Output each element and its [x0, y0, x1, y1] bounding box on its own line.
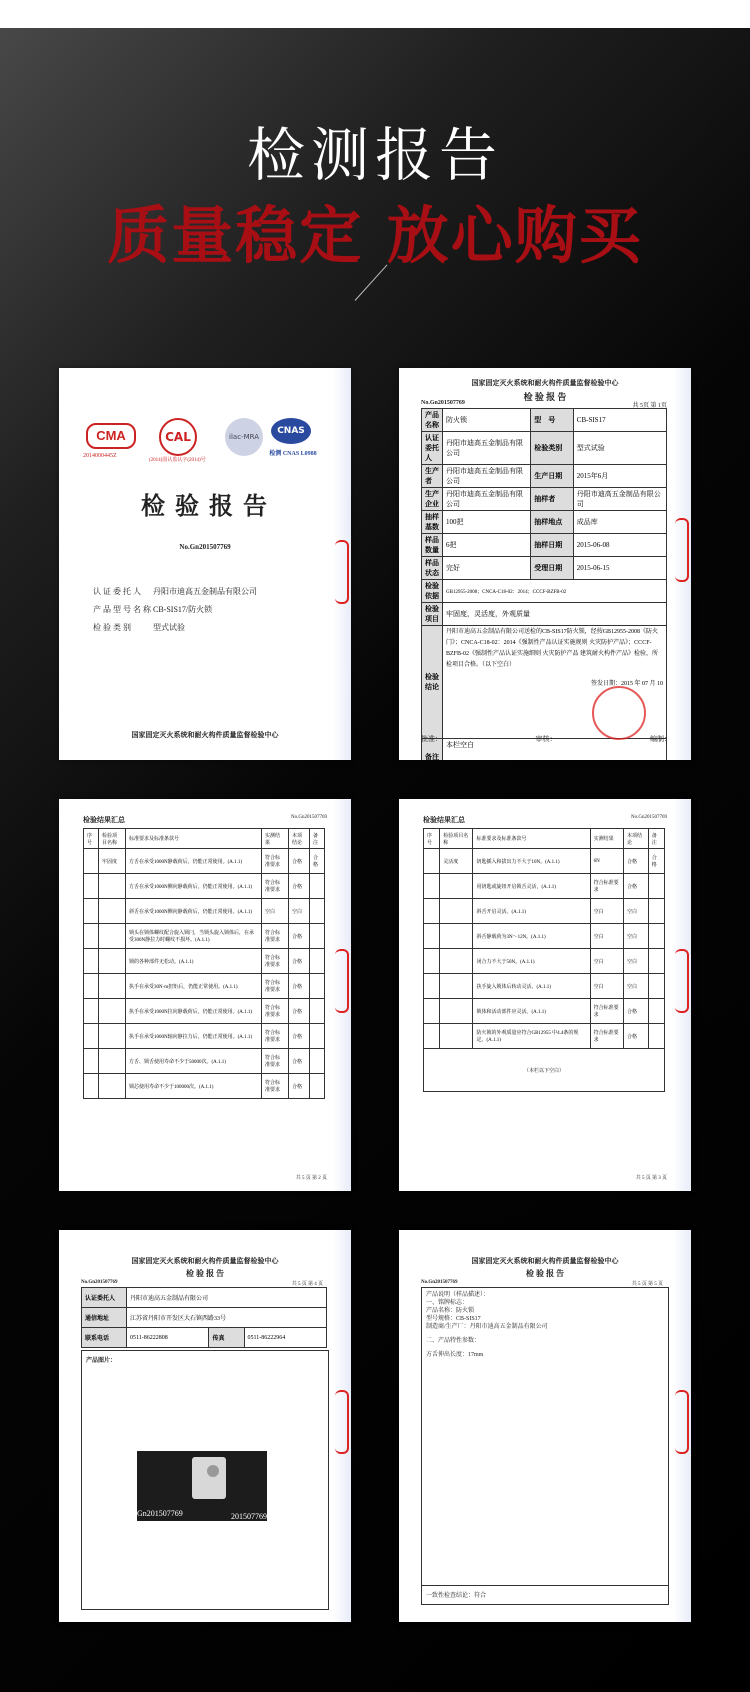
table-cell: 方舌在承受1000N静载荷后，仍能正常使用。(A.1.1): [125, 849, 261, 874]
table-cell: [99, 999, 126, 1024]
table-cell: 空白: [590, 974, 623, 999]
table-cell: 符合标准要求: [262, 1024, 289, 1049]
table-cell: 合格: [288, 849, 309, 874]
table-cell: 执手在承受30N·m扭矩后，仍能正常使用。(A.1.1): [125, 974, 261, 999]
seal-stamp-edge: [335, 949, 349, 1013]
table-cell: [424, 1024, 440, 1049]
table-row: [84, 874, 325, 899]
table-cell: 闭合力不大于50N。(A.1.1): [473, 949, 590, 974]
results-table: 序号 检验项目名称 标准要求及标准条款号 实测结果 本项结论 备注 牢固度 方舌在承受1000N静载荷后，仍能正常使用。(A.1.1) 符合标准要求 合格 合格 方舌在承受1000N侧向静载荷后，仍能正常使用。(A.1.1) 符合标准要求 合格 斜舌在承受1000N侧向静载荷后，仍能正常使用。(A.1.1) 空白 空白 锁头在锁体螺纹配合旋入锁闩，当锁头旋入锁体后，在承受300N静拉力时螺纹不损坏。(A.1.1) 符合标准要求 合格 锁的各种部件无松动。(A.1.1) 符合标准要求 合格 执手在承受30N·m扭矩后，仍能正常使用。(A.1.1) 符合标准要求 合格 执手在承受1000N拉向静载荷后，仍能正常使用。(A.1.1) 符合标准要求 合格 执手在承受1000N轴向静拉力后，仍能正常使用。(A.1.1) 符合标准要求 合格 方舌、锁舌使用寿命不少于50000次。(A.1.1) 符合标准要求 合格 锁芯使用寿命不少于100000次。(A.1.1) 符合标准要求 合格: [83, 828, 325, 1099]
table-cell: [648, 999, 664, 1024]
table-row: [424, 1024, 665, 1049]
table-cell: 符合标准要求: [262, 999, 289, 1024]
table-cell: 符合标准要求: [262, 949, 289, 974]
table-cell: 空白: [590, 949, 623, 974]
report-title: 检 验 报 告: [141, 494, 269, 520]
table-row: [424, 849, 665, 874]
cover-footer: 国家固定灭火系统和耐火构件质量监督检验中心: [131, 731, 279, 739]
table-cell: [309, 949, 324, 974]
table-row: [84, 974, 325, 999]
table-cell: 方舌、锁舌使用寿命不少于50000次。(A.1.1): [125, 1049, 261, 1074]
table-cell: [309, 874, 324, 899]
table-cell: 符合标准要求: [262, 924, 289, 949]
product-photo: Gn201507769 201507769: [137, 1451, 267, 1521]
results-page-3: 检验结果汇总 No.Gn201507769 序号 检验项目名称 标准要求及标准条款号 实测结果 本项结论 备注 灵活度 钥匙插入和拔出力不大于10N。(A.1.1) 6N 合格 合格 用钥匙或旋钮开启锁舌灵活，(A.1.1) 符合标准要求 合格 斜舌开启灵活。(A.1.1) 空白 空白 斜舌静载荷为3N～12N。(A.1.1) 空白 空白 闭合力不大于50N。(A.1.1) 空白 空白 执手旋入锁体后转动灵活。(A.1.1) 空白 空白 锁体和活动部件应灵活。(A.1.1) 符合标准要求 合格 防火锁的外观质量应符合GB12955 中4.4条的规定。(A.1.1) 符合标准要求 合格 （本栏以下空白） 共 5 页 第 3 页: [399, 799, 691, 1191]
ilac-mra-logo: ilac-MRA: [225, 418, 263, 456]
table-cell: [84, 1049, 99, 1074]
photo-box: 产品图片： Gn201507769 201507769: [81, 1350, 329, 1610]
top-band: [0, 0, 750, 28]
table-cell: 空白: [623, 899, 648, 924]
table-cell: 符合标准要求: [262, 1074, 289, 1099]
official-seal: [592, 686, 646, 740]
table-cell: [99, 949, 126, 974]
table-row: [424, 949, 665, 974]
table-row: [84, 849, 325, 874]
table-cell: 钥匙插入和拔出力不大于10N。(A.1.1): [473, 849, 590, 874]
seal-stamp-edge: [675, 1390, 689, 1454]
table-cell: 合格: [288, 1024, 309, 1049]
table-cell: [309, 924, 324, 949]
table-cell: 合格: [288, 874, 309, 899]
table-cell: 斜舌静载荷为3N～12N。(A.1.1): [473, 924, 590, 949]
results-page-2: 检验结果汇总 No.Gn201507769 序号 检验项目名称 标准要求及标准条款号 实测结果 本项结论 备注 牢固度 方舌在承受1000N静载荷后，仍能正常使用。(A.1.1) 符合标准要求 合格 合格 方舌在承受1000N侧向静载荷后，仍能正常使用。(A.1.1) 符合标准要求 合格 斜舌在承受1000N侧向静载荷后，仍能正常使用。(A.1.1) 空白 空白 锁头在锁体螺纹配合旋入锁闩，当锁头旋入锁体后，在承受300N静拉力时螺纹不损坏。(A.1.1) 符合标准要求 合格 锁的各种部件无松动。(A.1.1) 符合标准要求 合格 执手在承受30N·m扭矩后，仍能正常使用。(A.1.1) 符合标准要求 合格 执手在承受1000N拉向静载荷后，仍能正常使用。(A.1.1) 符合标准要求 合格 执手在承受1000N轴向静拉力后，仍能正常使用。(A.1.1) 符合标准要求 合格 方舌、锁舌使用寿命不少于50000次。(A.1.1) 符合标准要求 合格 锁芯使用寿命不少于100000次。(A.1.1) 符合标准要求 合格 共 5 页 第 2 页: [59, 799, 351, 1191]
table-cell: 执手旋入锁体后转动灵活。(A.1.1): [473, 974, 590, 999]
table-cell: [309, 1049, 324, 1074]
table-cell: [99, 899, 126, 924]
table-cell: 符合标准要求: [590, 874, 623, 899]
table-cell: 空白: [288, 899, 309, 924]
table-cell: 空白: [623, 949, 648, 974]
report-cover: CMA 2014000445Z CAL (2014)国认监认字(2014)号 ilac-MRA CNAS 检测 CNAS L0988 检 验 报 告 No.Gn201507769 认 证 委 托 人 丹阳市迪高五金制品有限公司 产 品 型 号 名 称 CB-SIS17/防火锁 检 验 类 别 型式试验 国家固定灭火系统和耐火构件质量监督检验中心: [59, 368, 351, 760]
table-cell: 锁芯使用寿命不少于100000次。(A.1.1): [125, 1074, 261, 1099]
table-cell: [99, 874, 126, 899]
table-cell: 灵活度: [440, 849, 473, 874]
table-cell: 符合标准要求: [590, 999, 623, 1024]
report-number: No.Gn201507769: [179, 543, 231, 551]
table-cell: 符合标准要求: [262, 1049, 289, 1074]
cover-info: 认 证 委 托 人 丹阳市迪高五金制品有限公司 产 品 型 号 名 称 CB-SIS17/防火锁 检 验 类 别 型式试验: [93, 587, 257, 632]
table-cell: [440, 899, 473, 924]
table-cell: [84, 899, 99, 924]
table-cell: 锁头在锁体螺纹配合旋入锁闩，当锁头旋入锁体后，在承受300N静拉力时螺纹不损坏。(A.1.1): [125, 924, 261, 949]
table-row: [84, 1024, 325, 1049]
table-cell: 空白: [590, 924, 623, 949]
table-cell: [99, 924, 126, 949]
table-cell: [648, 974, 664, 999]
table-cell: [440, 974, 473, 999]
cnas-logo: CNAS: [271, 418, 311, 444]
table-cell: 执手在承受1000N轴向静拉力后，仍能正常使用。(A.1.1): [125, 1024, 261, 1049]
table-cell: 合格: [623, 849, 648, 874]
seal-stamp-edge: [675, 518, 689, 582]
table-row: [424, 974, 665, 999]
table-cell: [424, 849, 440, 874]
table-cell: 符合标准要求: [262, 874, 289, 899]
table-row: [424, 999, 665, 1024]
table-cell: [84, 999, 99, 1024]
table-cell: 空白: [262, 899, 289, 924]
signature-row: 批准： 审核： 编制：: [421, 735, 671, 743]
table-row: [84, 1049, 325, 1074]
table-cell: [648, 924, 664, 949]
table-cell: 6N: [590, 849, 623, 874]
table-cell: [424, 999, 440, 1024]
table-cell: [309, 1024, 324, 1049]
table-cell: 合格: [288, 924, 309, 949]
table-row: [84, 924, 325, 949]
table-cell: 方舌在承受1000N侧向静载荷后，仍能正常使用。(A.1.1): [125, 874, 261, 899]
table-row: [424, 874, 665, 899]
blank-note: （本栏以下空白）: [424, 1049, 665, 1092]
table-cell: 锁的各种部件无松动。(A.1.1): [125, 949, 261, 974]
description-box: 产品说明（样品描述）： 一、铭牌标志： 产品名称：防火锁 型号规格：CB-SIS17 制造商/生产厂：丹阳市迪高五金制品有限公司 二、产品特性参数： 方舌伸出长度：17mm 一致性检查结论：符合: [421, 1287, 669, 1605]
table-cell: [424, 899, 440, 924]
table-cell: [424, 974, 440, 999]
cal-logo: CAL: [159, 418, 197, 456]
table-cell: [440, 1024, 473, 1049]
table-row: [84, 949, 325, 974]
table-cell: 斜舌在承受1000N侧向静载荷后，仍能正常使用。(A.1.1): [125, 899, 261, 924]
table-cell: [424, 924, 440, 949]
table-cell: 合格: [623, 874, 648, 899]
table-cell: [309, 899, 324, 924]
table-cell: 斜舌开启灵活。(A.1.1): [473, 899, 590, 924]
table-cell: [648, 899, 664, 924]
contact-table: 认证委托人 丹阳市迪高五金制品有限公司 通信地址 江苏省丹阳市开发区大石镇西路33号 联系电话 0511-86222808 传真 0511-86222964: [81, 1287, 327, 1348]
table-cell: [99, 974, 126, 999]
report-info-table: 产品名称 防火锁 型 号 CB-SIS17 认证委托人 丹阳市迪高五金制品有限公司 检验类别 型式试验 生产者 丹阳市迪高五金制品有限公司 生产日期 2015年6月 生产企业 丹阳市迪高五金制品有限公司 抽样者 丹阳市迪高五金制品有限公司 抽样基数 100把 抽样地点 成品库 样品数量 6把 抽样日期 2015-06-08 样品状态 完好 受理日期 2015-06-15 检验依据 GB12955-2008；CNCA-C18-02：2014；CCCF-BZFB-02 检验项目 牢固度，灵活度，外观质量 检验结论 丹阳市迪高五金制品有限公司送检的CB-SIS17防火锁，经按GB12955-2008《防火门》；CNCA-C18-02：2014《强制性产品认证实施规则 火灾防护产品》；CCCF-BZFB-02《强制性产品认证实施细则 火灾防护产品 建筑耐火构件产品》检验，所检项目合格。（以下空白） 签发日期：2015 年 07 月 10 备注 本栏空白: [421, 408, 667, 760]
page-title: 检测报告: [246, 121, 503, 189]
table-cell: [648, 949, 664, 974]
results-table: 序号 检验项目名称 标准要求及标准条款号 实测结果 本项结论 备注 灵活度 钥匙插入和拔出力不大于10N。(A.1.1) 6N 合格 合格 用钥匙或旋钮开启锁舌灵活，(A.1.1) 符合标准要求 合格 斜舌开启灵活。(A.1.1) 空白 空白 斜舌静载荷为3N～12N。(A.1.1) 空白 空白 闭合力不大于50N。(A.1.1) 空白 空白 执手旋入锁体后转动灵活。(A.1.1) 空白 空白 锁体和活动部件应灵活。(A.1.1) 符合标准要求 合格 防火锁的外观质量应符合GB12955 中4.4条的规定。(A.1.1) 符合标准要求 合格 （本栏以下空白）: [423, 828, 665, 1092]
table-cell: [424, 949, 440, 974]
table-cell: [440, 874, 473, 899]
table-cell: 符合标准要求: [262, 849, 289, 874]
table-cell: 执手在承受1000N拉向静载荷后，仍能正常使用。(A.1.1): [125, 999, 261, 1024]
table-cell: [99, 1049, 126, 1074]
table-cell: 合格: [288, 999, 309, 1024]
table-row: [424, 899, 665, 924]
table-cell: 合格: [623, 1024, 648, 1049]
table-row: [424, 924, 665, 949]
seal-stamp-edge: [675, 949, 689, 1013]
table-row: [84, 1074, 325, 1099]
table-cell: [99, 1074, 126, 1099]
table-cell: [99, 1024, 126, 1049]
table-cell: [440, 924, 473, 949]
table-cell: 合格: [288, 1049, 309, 1074]
table-cell: 空白: [623, 974, 648, 999]
table-cell: 合格: [288, 974, 309, 999]
table-cell: [84, 1024, 99, 1049]
report-page-5: 国家固定灭火系统和耐火构件质量监督检验中心 检 验 报 告 No.Gn201507769 共 5 页 第 5 页 产品说明（样品描述）： 一、铭牌标志： 产品名称：防火锁 型号规格：CB-SIS17 制造商/生产厂：丹阳市迪高五金制品有限公司 二、产品特性参数： 方舌伸出长度：17mm 一致性检查结论：符合: [399, 1230, 691, 1622]
table-row: [84, 899, 325, 924]
table-cell: [440, 999, 473, 1024]
table-cell: [84, 1074, 99, 1099]
table-cell: [309, 999, 324, 1024]
table-cell: 空白: [623, 924, 648, 949]
table-cell: 符合标准要求: [590, 1024, 623, 1049]
table-cell: [648, 1024, 664, 1049]
page-subtitle: 质量稳定 放心购买: [107, 199, 643, 272]
table-cell: 牢固度: [99, 849, 126, 874]
table-cell: [424, 874, 440, 899]
table-cell: 合格: [648, 849, 664, 874]
table-cell: [84, 949, 99, 974]
cma-logo: CMA: [86, 423, 136, 449]
table-cell: [309, 974, 324, 999]
table-cell: 空白: [590, 899, 623, 924]
lock-icon: [192, 1457, 226, 1499]
table-cell: [84, 974, 99, 999]
table-cell: [309, 1074, 324, 1099]
table-row: [84, 999, 325, 1024]
table-cell: [648, 874, 664, 899]
table-cell: [84, 874, 99, 899]
table-cell: 防火锁的外观质量应符合GB12955 中4.4条的规定。(A.1.1): [473, 1024, 590, 1049]
table-cell: 合格: [623, 999, 648, 1024]
table-cell: 合格: [288, 1074, 309, 1099]
table-cell: 用钥匙或旋钮开启锁舌灵活，(A.1.1): [473, 874, 590, 899]
table-cell: [440, 949, 473, 974]
table-cell: 锁体和活动部件应灵活。(A.1.1): [473, 999, 590, 1024]
table-cell: 合格: [288, 949, 309, 974]
seal-stamp-edge: [335, 1390, 349, 1454]
table-cell: 合格: [309, 849, 324, 874]
table-cell: 符合标准要求: [262, 974, 289, 999]
report-page-1: 国家固定灭火系统和耐火构件质量监督检验中心 检 验 报 告 No.Gn201507769 共 5页 第 1页 产品名称 防火锁 型 号 CB-SIS17 认证委托人 丹阳市迪高五金制品有限公司 检验类别 型式试验 生产者 丹阳市迪高五金制品有限公司 生产日期 2015年6月 生产企业 丹阳市迪高五金制品有限公司 抽样者 丹阳市迪高五金制品有限公司 抽样基数 100把 抽样地点 成品库 样品数量 6把 抽样日期 2015-06-08 样品状态 完好 受理日期 2015-06-15 检验依据 GB12955-2008；CNCA-C18-02：2014；CCCF-BZFB-02 检验项目 牢固度，灵活度，外观质量 检验结论 丹阳市迪高五金制品有限公司送检的CB-SIS17防火锁，经按GB12955-2008《防火门》；CNCA-C18-02：2014《强制性产品认证实施规则 火灾防护产品》；CCCF-BZFB-02《强制性产品认证实施细则 火灾防护产品 建筑耐火构件产品》检验，所检项目合格。（以下空白） 签发日期：2015 年 07 月 10 备注 本栏空白 批准： 审核： 编制：: [399, 368, 691, 760]
table-row: [424, 1049, 665, 1092]
report-page-4: 国家固定灭火系统和耐火构件质量监督检验中心 检 验 报 告 No.Gn201507769 共 5 页 第 4 页 认证委托人 丹阳市迪高五金制品有限公司 通信地址 江苏省丹阳市开发区大石镇西路33号 联系电话 0511-86222808 传真 0511-86222964 产品图片： Gn201507769 201507769: [59, 1230, 351, 1622]
table-cell: [84, 849, 99, 874]
table-cell: [84, 924, 99, 949]
